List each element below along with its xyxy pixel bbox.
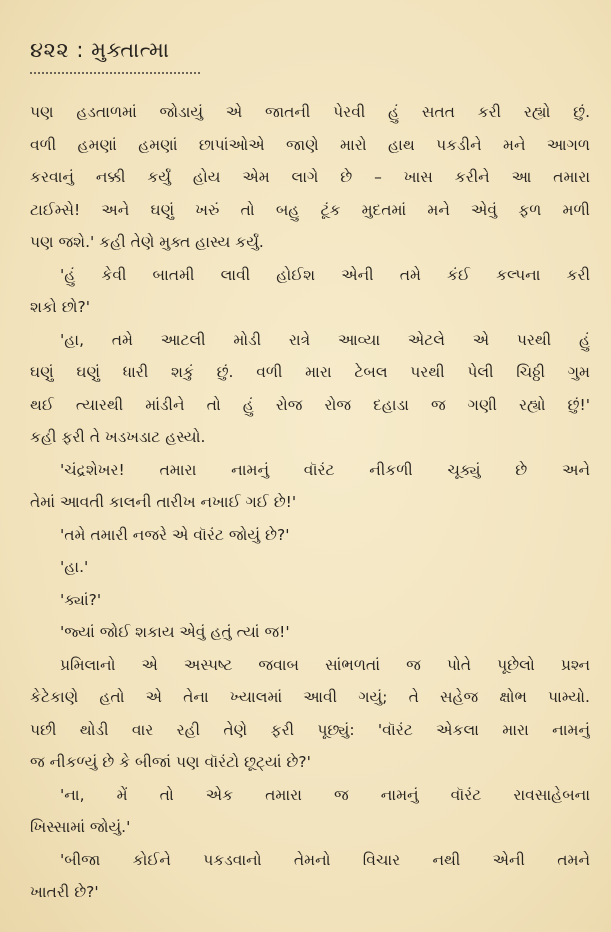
text-line: 'ચંદ્રશેખર! તમારા નામનું વૉરંટ નીકળી ચૂક્યું છે અને	[60, 460, 590, 479]
text-line: વળી હમણાં હમણાં છાપાંઓએ જાણે મારો હાથ પકડીને મને આગળ	[30, 135, 590, 154]
text-line: 'બીજા કોઈને પકડવાનો તેમનો વિચાર નથી એની તમને	[60, 850, 590, 869]
text-line: 'હા, તમે આટલી મોડી રાત્રે આવ્યા એટલે એ પરથી હું	[60, 330, 590, 349]
text-line: 'ના, મેં તો એક તમારા જ નામનું વૉરંટ રાવસાહેબના	[60, 785, 590, 804]
running-title: મુક્તાત્મા	[91, 38, 170, 62]
text-line: 'ક્યાં?'	[60, 590, 102, 609]
text-line: પણ હડતાળમાં જોડાયું એ જાતની પેરવી હું સતત કરી રહ્યો છું.	[30, 103, 590, 121]
text-line: પ્રમિલાનો એ અસ્પષ્ટ જવાબ સાંભળતાં જ પોતે પૂછેલો પ્રશ્ન	[60, 655, 590, 674]
page-body	[30, 96, 590, 909]
page-header	[30, 38, 170, 63]
text-line: ટાઈમ્સે! અને ઘણું ખરું તો બહુ ટૂંક મુદતમાં મને એવું ફળ મળી	[30, 200, 590, 219]
text-line: 'હું કેવી બાતમી લાવી હોઈશ એની તમે કંઈ કલ્પના કરી	[60, 265, 590, 284]
text-line: ઘણું ઘણું ધારી શકું છું. વળી મારા ટેબલ પરથી પેલી ચિઠ્ઠી ગુમ	[30, 363, 590, 381]
text-line: 'હા.'	[60, 558, 89, 576]
text-line: 'જ્યાં જોઈ શકાય એવું હતું ત્યાં જ!'	[60, 623, 290, 641]
text-line: શકો છો?'	[30, 298, 91, 316]
text-line: જ નીકળ્યું છે કે બીજાં પણ વૉરંટો છૂટ્યાં છે?'	[30, 753, 311, 771]
header-separator: :	[76, 38, 84, 62]
text-line: ખિસ્સામાં જોયું.'	[30, 818, 131, 836]
header-underline	[30, 70, 200, 74]
text-line: 'તમે તમારી નજરે એ વૉરંટ જોયું છે?'	[60, 525, 290, 544]
text-line: ખાતરી છે?'	[30, 883, 99, 901]
text-line: પછી થોડી વાર રહી તેણે ફરી પૂછ્યું: 'વૉરંટ એકલા મારા નામનું	[30, 720, 590, 739]
text-line: કેટેકાણે હતો એ તેના ખ્યાલમાં આવી ગયું; તે સહેજ ક્ષોભ પામ્યો.	[30, 688, 590, 706]
text-line: થઈ ત્યારથી માંડીને તો હું રોજ રોજ દહાડા જ ગણી રહ્યો છું!'	[30, 395, 590, 414]
text-line: કરવાનું નક્કી કર્યું હોય એમ લાગે છે – ખાસ કરીને આ તમારા	[30, 168, 590, 186]
text-line: તેમાં આવતી કાલની તારીખ નખાઈ ગઈ છે!'	[30, 493, 297, 511]
page-number: ૪૨૨	[30, 38, 70, 62]
text-line: પણ જશે.' કહી તેણે મુક્ત હાસ્ય કર્યું.	[30, 233, 264, 251]
text-line: કહી ફરી તે ખડખડાટ હસ્યો.	[30, 428, 206, 446]
